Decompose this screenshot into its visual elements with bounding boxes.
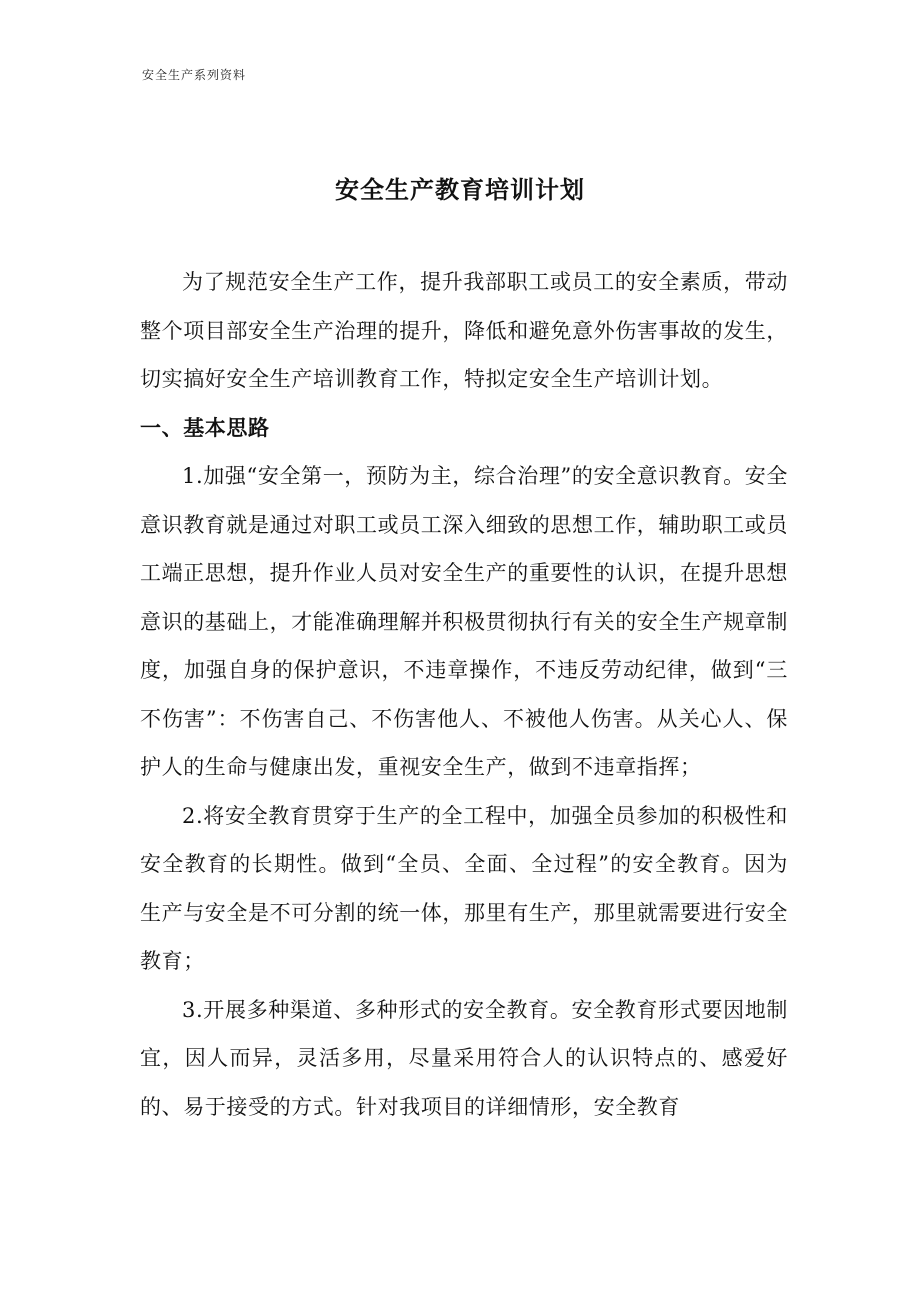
document-body xyxy=(140,258,788,1131)
section-item-3: 3.开展多种渠道、多种形式的安全教育。安全教育形式要因地制宜，因人而异，灵活多用，尽量采用符合人的认识特点的、感爱好的、易于接受的方式。针对我项目的详细情形，安全教育 xyxy=(140,997,788,1119)
document-title: 安全生产教育培训计划 xyxy=(335,175,585,204)
section-heading: 一、基本思路 xyxy=(140,414,270,440)
section-item-1: 1.加强“安全第一，预防为主，综合治理”的安全意识教育。安全意识教育就是通过对职工或员工深入细致的思想工作，辅助职工或员工端正思想，提升作业人员对安全生产的重要性的认识，在提升思想意识的基础上，才能准确理解并积极贯彻执行有关的安全生产规章制度，加强自身的保护意识，不违章操作，不违反劳动纪律，做到“三不伤害”：不伤害自己、不伤害他人、不被他人伤害。从关心人、保护人的生命与健康出发，重视安全生产，做到不违章指挥； xyxy=(140,464,788,779)
header-label: 安全生产系列资料 xyxy=(142,68,247,82)
section-item-2: 2.将安全教育贯穿于生产的全工程中，加强全员参加的积极性和安全教育的长期性。做到“全员、全面、全过程”的安全教育。因为生产与安全是不可分割的统一体，那里有生产，那里就需要进行安全教育； xyxy=(140,803,788,973)
intro-paragraph: 为了规范安全生产工作，提升我部职工或员工的安全素质，带动整个项目部安全生产治理的提升，降低和避免意外伤害事故的发生，切实搞好安全生产培训教育工作，特拟定安全生产培训计划。 xyxy=(140,270,788,391)
